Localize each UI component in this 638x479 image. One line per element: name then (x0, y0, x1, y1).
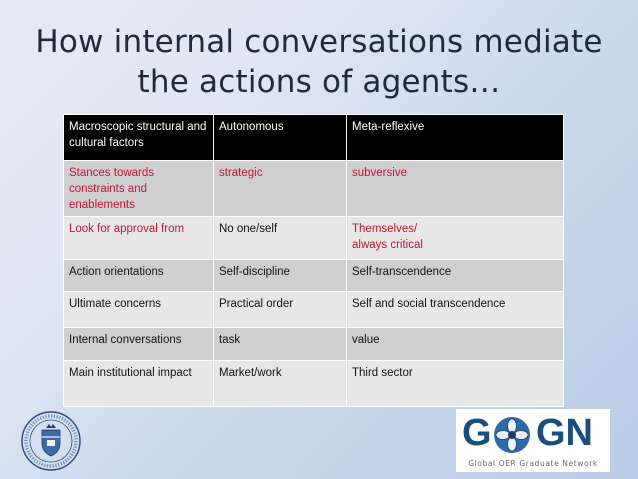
table-cell: value (347, 328, 564, 361)
cell-line: always critical (352, 239, 423, 251)
table-row (64, 161, 564, 217)
globe-flower-icon (492, 415, 532, 455)
table-cell: Look for approval from (64, 217, 214, 260)
table-row (64, 217, 564, 260)
table-cell: subversive (347, 161, 564, 217)
title-line-2: the actions of agents… (137, 64, 501, 100)
header-cell: Meta-reflexive (347, 115, 564, 161)
table-cell: Self-discipline (214, 260, 347, 292)
table-cell (347, 217, 564, 260)
table-row (64, 260, 564, 292)
gogn-logo (456, 409, 610, 472)
table-cell: Self and social transcendence (347, 292, 564, 328)
logo-letter-g: G (462, 412, 492, 454)
header-cell: Macroscopic structural and cultural factors (64, 115, 214, 161)
table-cell: task (214, 328, 347, 361)
table-row (64, 292, 564, 328)
table-cell: Self-transcendence (347, 260, 564, 292)
table-header-row (64, 115, 564, 161)
table-cell: Practical order (214, 292, 347, 328)
table-cell: Internal conversations (64, 328, 214, 361)
table-cell: Main institutional impact (64, 361, 214, 407)
header-cell: Autonomous (214, 115, 347, 161)
logo-subtitle: Global OER Graduate Network (468, 459, 598, 468)
university-crest-logo (20, 410, 82, 472)
table-cell: No one/self (214, 217, 347, 260)
table-cell: Stances towards constraints and enablements (64, 161, 214, 217)
table-cell: Market/work (214, 361, 347, 407)
title-line-1: How internal conversations mediate (35, 24, 603, 60)
slide-title (0, 22, 638, 102)
comparison-table (63, 114, 564, 407)
table-row (64, 328, 564, 361)
cell-line: Themselves/ (352, 223, 418, 235)
table-cell: Action orientations (64, 260, 214, 292)
table-cell: strategic (214, 161, 347, 217)
table-cell: Third sector (347, 361, 564, 407)
table-cell: Ultimate concerns (64, 292, 214, 328)
logo-letters-gn: GN (536, 412, 593, 454)
table-row (64, 361, 564, 407)
